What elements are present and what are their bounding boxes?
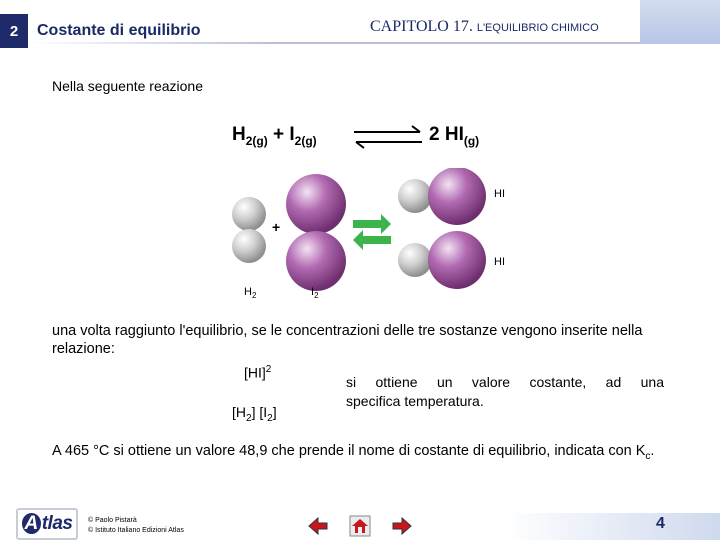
paragraph-3-end: .	[650, 443, 655, 459]
hi-bottom-i-atom	[428, 231, 486, 289]
frac-den-sub1: 2	[246, 412, 252, 424]
chapter-title	[370, 18, 599, 36]
frac-num-sup: 2	[265, 364, 272, 375]
frac-den-end: ]	[272, 404, 277, 420]
eq-hi-sub: (g)	[463, 133, 480, 148]
frac-num-text: [HI]	[244, 364, 266, 381]
corner-decoration	[640, 0, 720, 44]
paragraph-1: una volta raggiunto l'equilibrio, se le concentrazioni delle tre sostanze vengono inserite nella relazione:	[52, 323, 643, 357]
paragraph-3	[52, 442, 672, 466]
i2-atom-bottom	[286, 231, 346, 291]
credits	[88, 516, 184, 536]
label-i2-text: I	[311, 286, 315, 298]
equation-products	[429, 124, 479, 148]
back-icon[interactable]	[307, 515, 329, 537]
eq-h: H	[232, 124, 246, 145]
label-i2	[311, 286, 319, 300]
label-h2-text: H	[244, 286, 252, 298]
section-title: Costante di equilibrio	[37, 22, 201, 39]
eq-i-sub: 2(g)	[294, 133, 317, 148]
eq-plus-i: + I	[267, 124, 295, 145]
h2-atom-bottom	[232, 229, 266, 263]
reaction-arrows-icon	[353, 214, 391, 250]
paragraph-2-line-1: si ottiene un valore costante, ad una	[346, 374, 664, 390]
frac-den-mid: ] [I	[251, 404, 268, 420]
equilibrium-arrow-icon	[352, 124, 424, 150]
forward-icon[interactable]	[391, 515, 413, 537]
chapter-name: L'EQUILIBRIO CHIMICO	[476, 22, 599, 34]
frac-den-sub2: 2	[267, 412, 273, 424]
h2-atom-top	[232, 197, 266, 231]
logo-rest: tlas	[41, 513, 73, 534]
molecule-figure	[225, 168, 525, 308]
paragraph-2	[346, 373, 664, 411]
page-number: 4	[656, 515, 665, 532]
label-hi-top: HI	[494, 188, 505, 200]
kc-sub: c	[645, 450, 651, 462]
home-icon[interactable]	[349, 515, 371, 537]
credit-author: © Paolo Pistarà	[88, 517, 137, 524]
frac-den-a: [H	[232, 404, 246, 420]
header-divider	[28, 42, 640, 44]
intro-text: Nella seguente reazione	[52, 78, 203, 94]
chapter-number: CAPITOLO 17.	[370, 18, 473, 35]
label-plus: +	[272, 219, 281, 235]
paragraph-2-line-2: specifica temperatura.	[346, 393, 484, 409]
atlas-logo	[16, 508, 78, 540]
hi-top-h-atom	[398, 179, 432, 213]
label-h2	[244, 286, 256, 300]
label-h2-sub: 2	[251, 291, 257, 301]
eq-hi: 2 HI	[429, 124, 464, 145]
fraction-numerator	[244, 364, 271, 381]
equation-reactants	[232, 124, 317, 148]
label-i2-sub: 2	[314, 291, 319, 301]
i2-atom-top	[286, 174, 346, 234]
logo-a: A	[22, 513, 41, 534]
section-number: 2	[0, 14, 28, 48]
credit-publisher: © Istituto Italiano Edizioni Atlas	[88, 527, 184, 534]
logo-text	[22, 513, 73, 535]
paragraph-3-text: A 465 °C si ottiene un valore 48,9 che prende il nome di costante di equilibrio, indicata con K	[52, 443, 646, 459]
eq-h-sub: 2(g)	[245, 133, 268, 148]
hi-bottom-h-atom	[398, 243, 432, 277]
fraction-denominator	[232, 404, 277, 424]
label-hi-bottom: HI	[494, 256, 505, 268]
hi-top-i-atom	[428, 168, 486, 225]
